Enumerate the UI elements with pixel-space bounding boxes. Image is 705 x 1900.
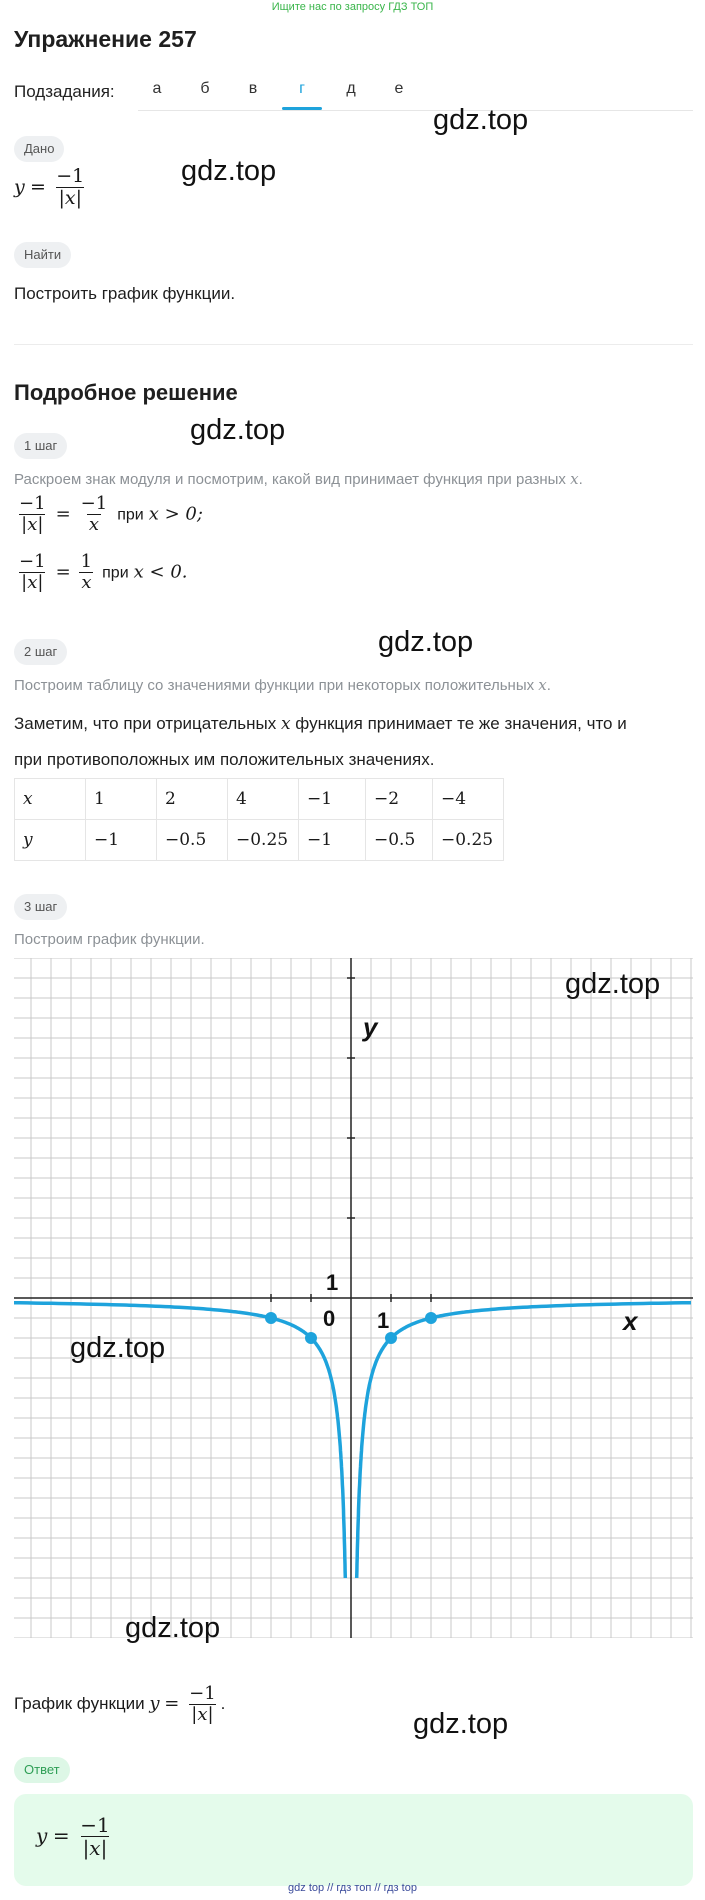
caption-fraction bbox=[187, 1684, 218, 1725]
step2-note-part2: функция принимает те же значения, что и bbox=[295, 714, 627, 733]
step2-note-line2: при противоположных им положительных значениях. bbox=[14, 750, 435, 769]
answer-formula bbox=[36, 1814, 115, 1860]
data-point bbox=[265, 1312, 277, 1324]
data-point bbox=[385, 1332, 397, 1344]
watermark: gdz.top bbox=[413, 1708, 509, 1740]
values-table bbox=[14, 778, 504, 861]
tab-d[interactable]: д bbox=[346, 80, 356, 97]
tab-v[interactable]: в bbox=[248, 80, 258, 97]
step1-line1-lfrac bbox=[17, 494, 48, 535]
data-point bbox=[305, 1332, 317, 1344]
step1-line2-cond-word: при bbox=[102, 564, 129, 582]
given-chip: Дано bbox=[14, 136, 64, 162]
table-cell: −2 bbox=[366, 779, 433, 820]
table-cell: 4 bbox=[228, 779, 299, 820]
table-cell: −0.25 bbox=[433, 820, 504, 861]
watermark: gdz.top bbox=[433, 104, 529, 136]
x-axis-label: x bbox=[623, 1306, 638, 1336]
table-cell: −1 bbox=[299, 820, 366, 861]
curve-right-branch bbox=[357, 1303, 691, 1578]
caption-text: График функции bbox=[14, 1694, 145, 1714]
step1-line2-rfrac bbox=[79, 552, 94, 593]
data-point bbox=[425, 1312, 437, 1324]
answer-box bbox=[14, 1794, 693, 1886]
step1-line1-lden: |x| bbox=[21, 513, 44, 535]
answer-den: |x| bbox=[82, 1836, 108, 1860]
step2-text-var: x bbox=[538, 676, 547, 694]
find-text: Построить график функции. bbox=[14, 284, 236, 303]
table-cell: 2 bbox=[157, 779, 228, 820]
watermark: gdz.top bbox=[125, 1612, 221, 1644]
step1-text bbox=[14, 470, 694, 488]
watermark: gdz.top bbox=[70, 1332, 166, 1364]
step2-note-line1 bbox=[14, 714, 694, 734]
table-cell: y bbox=[15, 820, 86, 861]
curve-left-branch bbox=[14, 1303, 345, 1578]
caption-eq: = bbox=[164, 1693, 180, 1715]
step1-line1-lnum: −1 bbox=[19, 493, 46, 514]
step1-text-main: Раскроем знак модуля и посмотрим, какой вид принимает функция при разных bbox=[14, 471, 566, 488]
step1-line2-lden: |x| bbox=[21, 571, 44, 593]
step1-line2-eq: = bbox=[55, 561, 71, 583]
answer-chip: Ответ bbox=[14, 1757, 70, 1783]
step1-line1-rden: x bbox=[88, 513, 100, 535]
step1-line1-cond-word: при bbox=[117, 506, 144, 524]
table-cell: −0.5 bbox=[157, 820, 228, 861]
step1-text-var: x bbox=[570, 470, 579, 488]
footer: gdz top // гдз топ // гдз top bbox=[288, 1882, 417, 1894]
table-cell: −4 bbox=[433, 779, 504, 820]
given-num: −1 bbox=[56, 165, 85, 187]
step1-line2-lnum: −1 bbox=[19, 551, 46, 572]
table-row bbox=[15, 820, 504, 861]
table-cell: −1 bbox=[299, 779, 366, 820]
caption-lhs: y bbox=[149, 1693, 160, 1715]
step1-line1-rnum: −1 bbox=[80, 493, 108, 514]
answer-num: −1 bbox=[80, 1813, 110, 1837]
caption-num: −1 bbox=[189, 1683, 216, 1704]
watermark: gdz.top bbox=[181, 155, 277, 187]
step2-text bbox=[14, 676, 694, 694]
top-banner: Ищите нас по запросу ГДЗ ТОП bbox=[271, 1, 434, 13]
y-axis-label: y bbox=[363, 1012, 378, 1042]
given-formula bbox=[14, 166, 89, 210]
step1-line2-cond: x < 0. bbox=[133, 561, 188, 583]
x-unit-label: 1 bbox=[377, 1308, 390, 1333]
y-unit-label: 1 bbox=[326, 1270, 339, 1295]
given-lhs: y bbox=[14, 175, 25, 198]
tab-e[interactable]: е bbox=[394, 80, 404, 97]
step1-text-end: . bbox=[578, 471, 583, 488]
step2-chip: 2 шаг bbox=[14, 639, 67, 665]
subtask-tabs bbox=[138, 72, 693, 111]
tab-g[interactable]: г bbox=[299, 80, 305, 97]
table-row bbox=[15, 779, 504, 820]
divider bbox=[14, 344, 693, 345]
step2-text-main: Построим таблицу со значениями функции при некоторых положительных bbox=[14, 677, 535, 694]
step1-line1 bbox=[14, 494, 203, 535]
tab-b[interactable]: б bbox=[200, 80, 210, 97]
page-title: Упражнение 257 bbox=[14, 26, 197, 52]
subtasks-label: Подзадания: bbox=[14, 82, 115, 101]
given-eq: = bbox=[30, 175, 46, 198]
step1-line1-cond: x > 0; bbox=[148, 503, 203, 525]
table-cell: −0.5 bbox=[366, 820, 433, 861]
step1-line1-rfrac bbox=[79, 494, 110, 535]
table-cell: −1 bbox=[86, 820, 157, 861]
answer-lhs: y bbox=[36, 1823, 48, 1848]
step2-text-end: . bbox=[546, 677, 551, 694]
watermark: gdz.top bbox=[378, 626, 474, 658]
find-chip: Найти bbox=[14, 242, 71, 268]
answer-eq: = bbox=[52, 1823, 70, 1848]
active-tab-indicator bbox=[282, 107, 322, 110]
tab-a[interactable]: а bbox=[152, 80, 162, 97]
given-den: |x| bbox=[58, 186, 82, 209]
answer-fraction bbox=[78, 1814, 111, 1860]
watermark: gdz.top bbox=[565, 968, 661, 1000]
origin-label: 0 bbox=[323, 1306, 336, 1331]
step1-line2-rden: x bbox=[81, 571, 92, 593]
step1-chip: 1 шаг bbox=[14, 433, 67, 459]
step2-note-part1: Заметим, что при отрицательных bbox=[14, 714, 277, 733]
table-cell: −0.25 bbox=[228, 820, 299, 861]
step3-chip: 3 шаг bbox=[14, 894, 67, 920]
caption-end: . bbox=[220, 1694, 226, 1714]
step2-note-var: x bbox=[280, 714, 291, 734]
step1-line2-lfrac bbox=[17, 552, 48, 593]
function-graph bbox=[14, 958, 693, 1638]
step1-line1-eq: = bbox=[55, 503, 71, 525]
table-cell: x bbox=[15, 779, 86, 820]
solution-title: Подробное решение bbox=[14, 380, 238, 405]
table-cell: 1 bbox=[86, 779, 157, 820]
graph-caption bbox=[14, 1684, 225, 1725]
given-fraction bbox=[54, 166, 86, 210]
watermark: gdz.top bbox=[190, 414, 286, 446]
step1-line2-rnum: 1 bbox=[80, 551, 93, 572]
step1-line2 bbox=[14, 552, 188, 593]
step3-text: Построим график функции. bbox=[14, 931, 205, 948]
caption-den: |x| bbox=[191, 1703, 214, 1725]
